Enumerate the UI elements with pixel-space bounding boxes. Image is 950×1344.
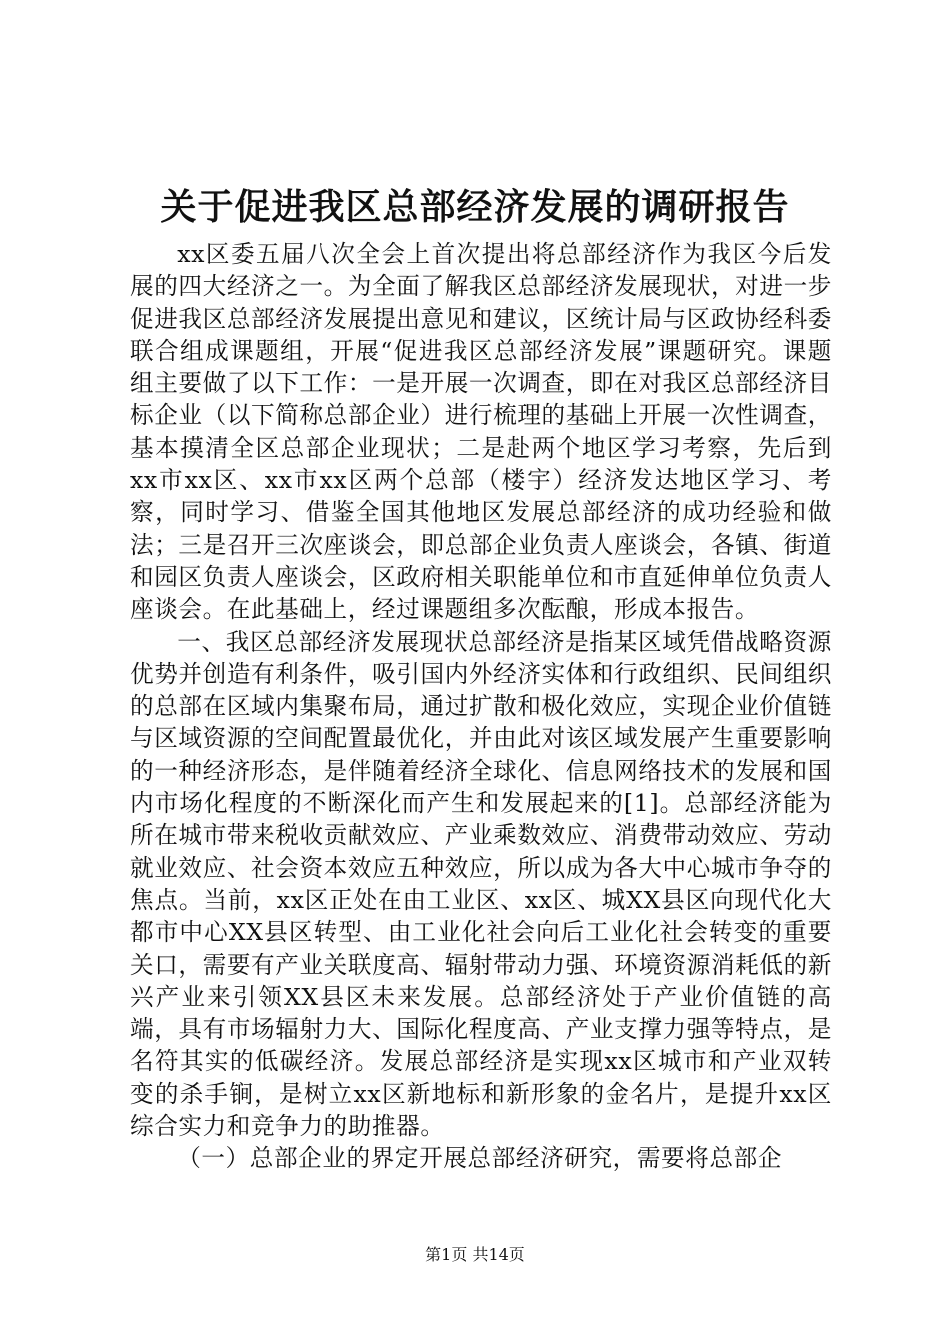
document-body [130, 238, 832, 1175]
page-footer: 第1页 共14页 [425, 1245, 525, 1264]
paragraph-intro: xx区委五届八次全会上首次提出将总部经济作为我区今后发展的四大经济之一。为全面了解我区总部经济发展现状，对进一步促进我区总部经济发展提出意见和建议，区统计局与区政协经科委联合组成课题组，开展“促进我区总部经济发展”课题研究。课题组主要做了以下工作：一是开展一次调查，即在对我区总部经济目标企业（以下简称总部企业）进行梳理的基础上开展一次性调查，基本摸清全区总部企业现状；二是赴两个地区学习考察，先后到xx市xx区、xx市xx区两个总部（楼宇）经济发达地区学习、考察，同时学习、借鉴全国其他地区发展总部经济的成功经验和做法；三是召开三次座谈会，即总部企业负责人座谈会，各镇、街道和园区负责人座谈会，区政府相关职能单位和市直延伸单位负责人座谈会。在此基础上，经过课题组多次酝酿，形成本报告。 [130, 240, 832, 624]
paragraph-subsection-one: （一）总部企业的界定开展总部经济研究，需要将总部企 [177, 1144, 783, 1173]
paragraph-section-one: 一、我区总部经济发展现状总部经济是指某区域凭借战略资源优势并创造有利条件，吸引国内外经济实体和行政组织、民间组织的总部在区域内集聚布局，通过扩散和极化效应，实现企业价值链与区域资源的空间配置最优化，并由此对该区域发展产生重要影响的一种经济形态，是伴随着经济全球化、信息网络技术的发展和国内市场化程度的不断深化而产生和发展起来的[1]。总部经济能为所在城市带来税收贡献效应、产业乘数效应、消费带动效应、劳动就业效应、社会资本效应五种效应，所以成为各大中心城市争夺的焦点。当前，xx区正处在由工业区、xx区、城XX县区向现代化大都市中心XX县区转型、由工业化社会向后工业化社会转变的重要关口，需要有产业关联度高、辐射带动力强、环境资源消耗低的新兴产业来引领XX县区未来发展。总部经济处于产业价值链的高端，具有市场辐射力大、国际化程度高、产业支撑力强等特点，是名符其实的低碳经济。发展总部经济是实现xx区城市和产业双转变的杀手锏，是树立xx区新地标和新形象的金名片，是提升xx区综合实力和竞争力的助推器。 [130, 627, 832, 1141]
document-title: 关于促进我区总部经济发展的调研报告 [160, 186, 790, 228]
